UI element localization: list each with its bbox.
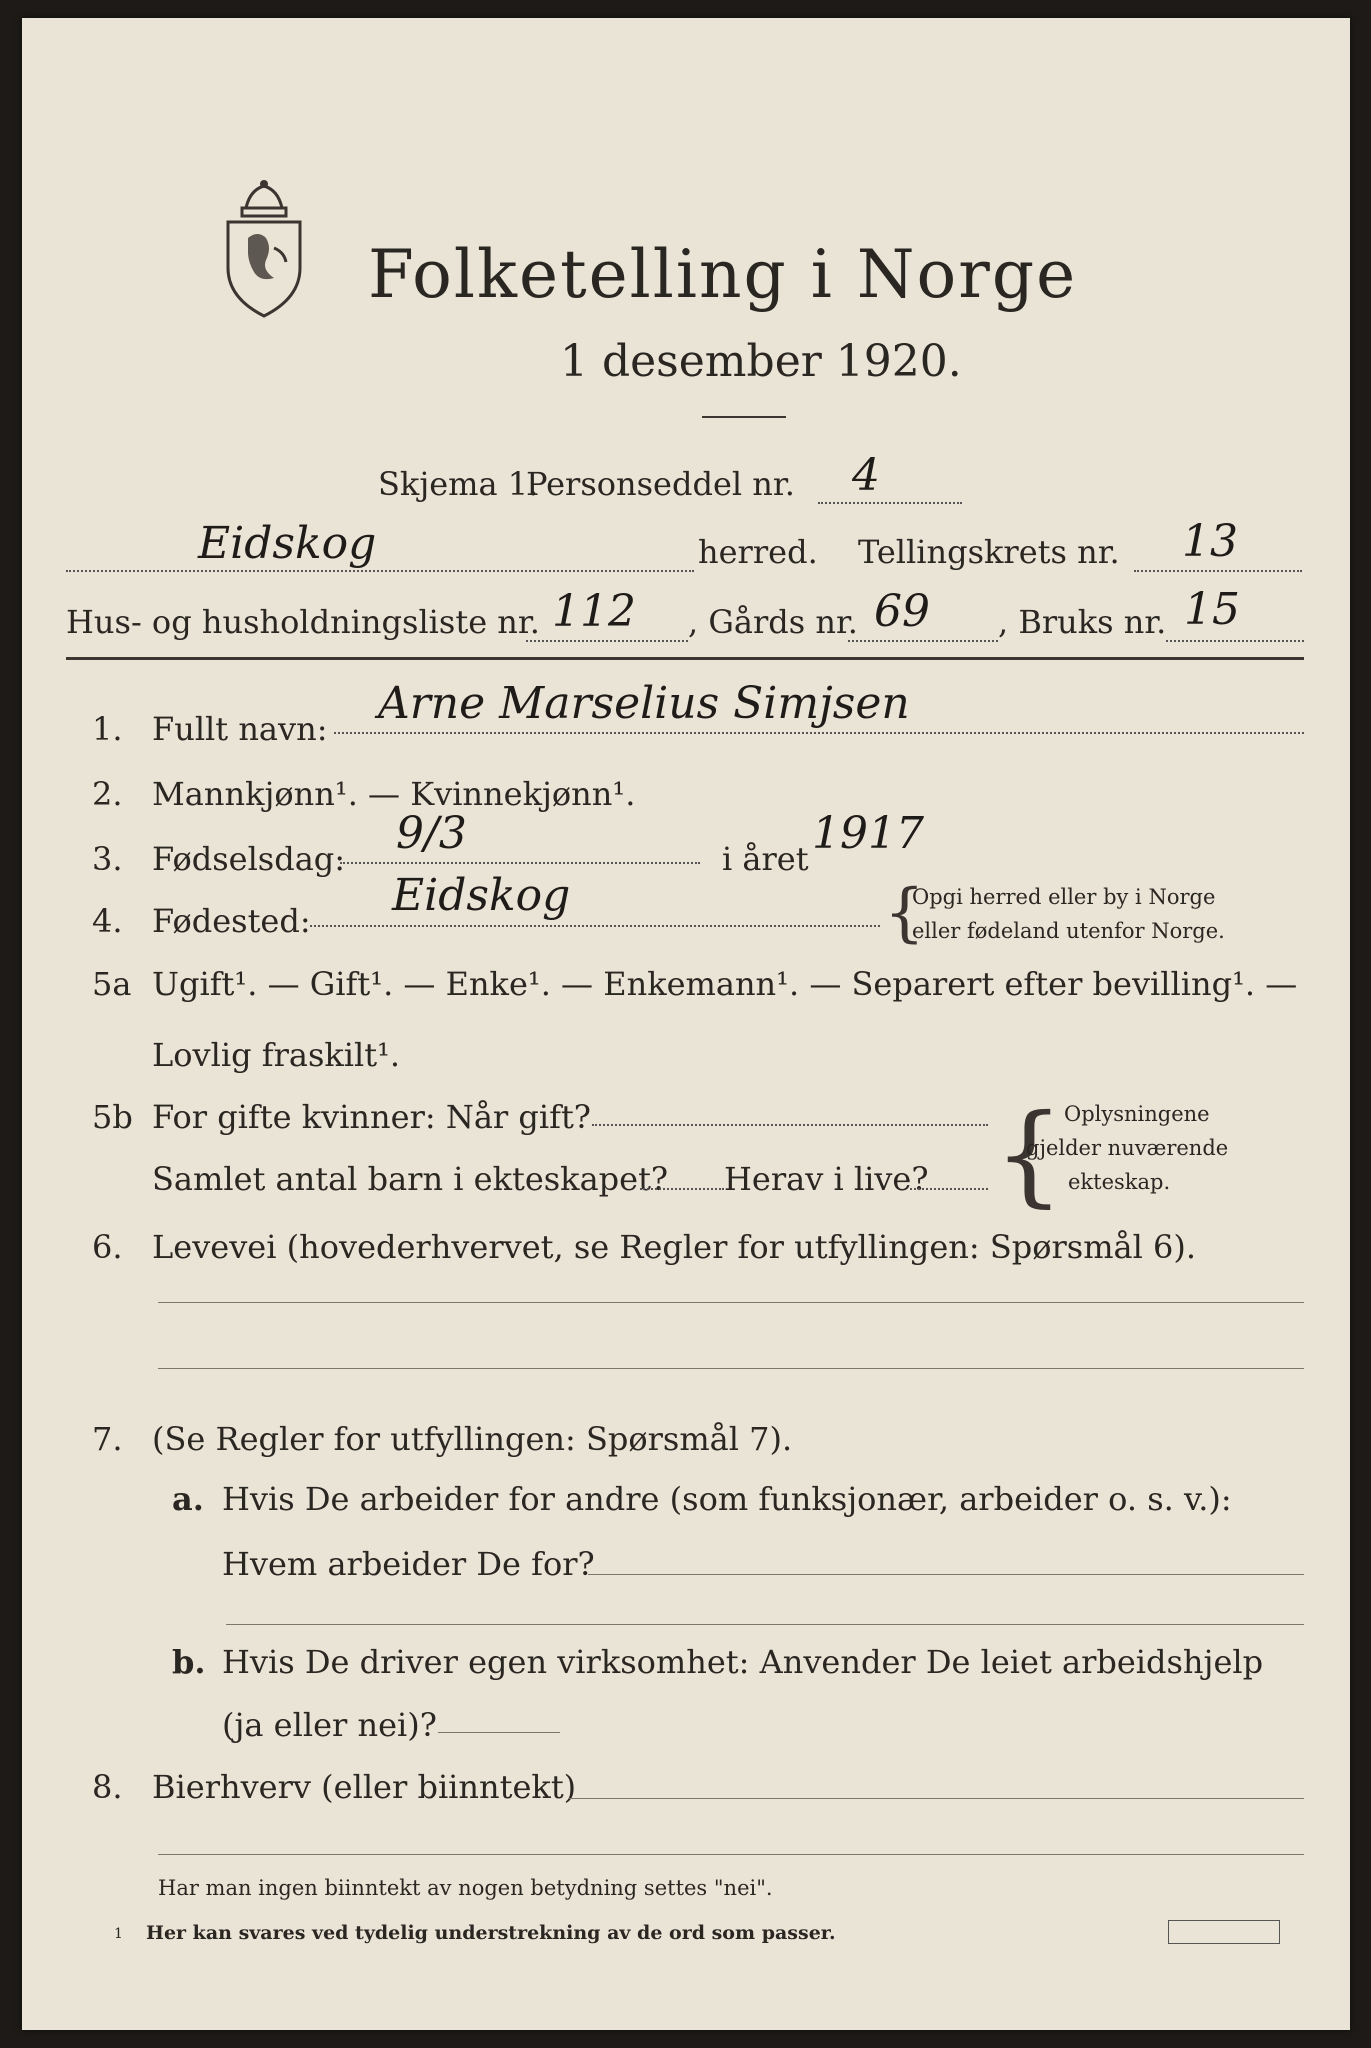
q7a-line1: Hvis De arbeider for andre (som funksjonær, arbeider o. s. v.):	[222, 1480, 1232, 1518]
q5b-number: 5b	[92, 1098, 133, 1136]
herred-value[interactable]: Eidskog	[198, 518, 377, 569]
q3-label: Fødselsdag:	[152, 840, 346, 878]
q3-value[interactable]: 9/3	[396, 808, 467, 859]
q6-number: 6.	[92, 1228, 123, 1266]
q7a-line-1	[588, 1574, 1304, 1575]
q6-label: Levevei (hovederhvervet, se Regler for utfyllingen: Spørsmål 6).	[152, 1228, 1197, 1266]
q6-line-1	[158, 1302, 1304, 1303]
q4-number: 4.	[92, 902, 123, 940]
q7-number: 7.	[92, 1420, 123, 1458]
q5a-number: 5a	[92, 965, 132, 1003]
bruks-value[interactable]: 15	[1184, 584, 1240, 635]
personseddel-value[interactable]: 4	[852, 450, 880, 501]
q1-line	[334, 732, 1304, 734]
q7-label: (Se Regler for utfyllingen: Spørsmål 7).	[152, 1420, 793, 1458]
q5b-note-1: Oplysningene	[1064, 1102, 1210, 1126]
husholdning-line	[526, 640, 688, 642]
q1-number: 1.	[92, 710, 123, 748]
q5a-line1: Ugift¹. — Gift¹. — Enke¹. — Enkemann¹. — Separert efter bevilling¹. —	[152, 965, 1298, 1003]
footnote-text: Her kan svares ved tydelig understrekning av de ord som passer.	[146, 1922, 836, 1944]
q1-value[interactable]: Arne Marselius Simjsen	[378, 678, 910, 729]
q5b-note-2: gjelder nuværende	[1026, 1136, 1229, 1160]
personseddel-line	[818, 502, 962, 504]
q8-number: 8.	[92, 1768, 123, 1806]
q7b-line2: (ja eller nei)?	[222, 1706, 437, 1744]
q5b-married-line	[592, 1124, 988, 1126]
skjema-label: Skjema 1.	[378, 465, 539, 503]
bruks-line	[1166, 640, 1304, 642]
q3-line	[340, 862, 700, 864]
gards-value[interactable]: 69	[874, 586, 930, 637]
q5b-note-3: ekteskap.	[1068, 1170, 1171, 1194]
tellingskrets-label: Tellingskrets nr.	[858, 533, 1120, 571]
title-divider	[702, 416, 786, 418]
herred-line	[66, 570, 694, 572]
q5b-line2: Samlet antal barn i ekteskapet?	[152, 1160, 669, 1198]
herred-label: herred.	[698, 533, 818, 571]
coat-of-arms-icon	[218, 178, 310, 318]
q5b-brace: {	[994, 1090, 1064, 1218]
q8-label: Bierhverv (eller biinntekt)	[152, 1768, 577, 1806]
q5b-live-label: Herav i live?	[724, 1160, 929, 1198]
q4-line	[310, 925, 880, 927]
form-date: 1 desember 1920.	[560, 336, 962, 387]
q4-value[interactable]: Eidskog	[392, 870, 571, 921]
q7a-line-2	[226, 1624, 1304, 1625]
q5b-live-line	[910, 1188, 988, 1190]
q4-note-1: Opgi herred eller by i Norge	[912, 885, 1216, 909]
husholdning-label: Hus- og husholdningsliste nr.	[66, 603, 540, 641]
q3-number: 3.	[92, 840, 123, 878]
q7b-letter: b.	[172, 1643, 206, 1681]
q3-year-value[interactable]: 1917	[812, 808, 924, 859]
q2-label: Mannkjønn¹. — Kvinnekjønn¹.	[152, 775, 636, 813]
q7a-line2: Hvem arbeider De for?	[222, 1545, 595, 1583]
q5a-line2: Lovlig fraskilt¹.	[152, 1036, 401, 1074]
q7b-line	[438, 1732, 560, 1733]
tellingskrets-value[interactable]: 13	[1182, 516, 1238, 567]
gards-label: , Gårds nr.	[688, 603, 858, 641]
q5b-children-line	[640, 1188, 724, 1190]
footnote-mark: 1	[114, 1926, 123, 1942]
census-form	[22, 18, 1350, 2030]
q5b-line1: For gifte kvinner: Når gift?	[152, 1098, 591, 1136]
personseddel-label: Personseddel nr.	[526, 465, 795, 503]
q1-label: Fullt navn:	[152, 710, 328, 748]
q6-line-2	[158, 1368, 1304, 1369]
footer-note: Har man ingen biinntekt av nogen betydning settes "nei".	[158, 1876, 773, 1900]
header-divider	[66, 657, 1304, 660]
gards-line	[848, 640, 998, 642]
tellingskrets-line	[1134, 570, 1302, 572]
q8-line-1	[568, 1798, 1304, 1799]
form-title: Folketelling i Norge	[368, 236, 1078, 313]
q4-note-2: eller fødeland utenfor Norge.	[912, 919, 1225, 943]
q2-number: 2.	[92, 775, 123, 813]
q4-brace: {	[884, 876, 925, 950]
q4-label: Fødested:	[152, 902, 311, 940]
q7a-letter: a.	[172, 1480, 204, 1518]
q3-year-label: i året	[722, 840, 809, 878]
husholdning-value[interactable]: 112	[552, 586, 636, 637]
printer-stamp	[1168, 1920, 1280, 1944]
q8-line-2	[158, 1854, 1304, 1855]
bruks-label: , Bruks nr.	[998, 603, 1167, 641]
q7b-line1: Hvis De driver egen virksomhet: Anvender De leiet arbeidshjelp	[222, 1643, 1264, 1681]
